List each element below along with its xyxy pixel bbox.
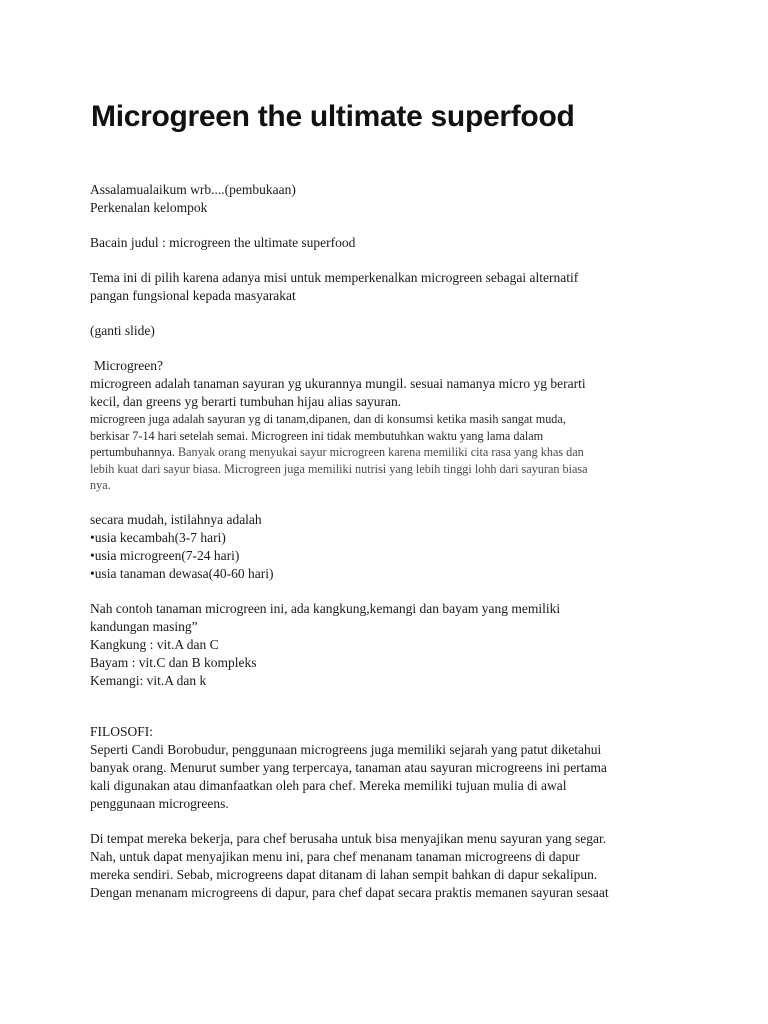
definition-gray-line: nya. [90, 478, 111, 492]
istilah-intro: secara mudah, istilahnya adalah [90, 511, 262, 527]
document-title: Microgreen the ultimate superfood [91, 100, 575, 133]
tema-line: pangan fungsional kepada masyarakat [90, 288, 296, 303]
filosofi-line: kali digunakan atau dimanfaatkan oleh para chef. Mereka memiliki tujuan mulia di awal [90, 777, 567, 793]
definition-small-line: microgreen juga adalah sayuran yg di tanam,dipanen, dan di konsumsi ketika masih sangat muda, [90, 412, 566, 426]
filosofi-line: banyak orang. Menurut sumber yang terpercaya, tanaman atau sayuran microgreens ini pertama [90, 759, 607, 775]
tema-line: Tema ini di pilih karena adanya misi untuk memperkenalkan microgreen sebagai alternatif [90, 270, 579, 285]
istilah-item: •usia kecambah(3-7 hari) [90, 529, 226, 545]
document-body [90, 181, 675, 902]
definition-gray-line: lebih kuat dari sayur biasa. Microgreen juga memiliki nutrisi yang lebih tinggi lohh dari sayuran biasa [90, 461, 588, 476]
kandungan-line: Bayam : vit.C dan B kompleks [90, 654, 257, 670]
contoh-line: kandungan masing” [90, 618, 198, 634]
microgreen-heading: Microgreen? [94, 358, 163, 373]
definition-line: kecil, dan greens yg berarti tumbuhan hijau alias sayuran. [90, 394, 402, 409]
filosofi-line: Seperti Candi Borobudur, penggunaan microgreens juga memiliki sejarah yang patut diketahui [90, 741, 602, 757]
definition-line: microgreen adalah tanaman sayuran yg ukurannya mungil. sesuai namanya micro yg berarti [90, 376, 586, 391]
opening-line: Assalamualaikum wrb....(pembukaan) [90, 182, 296, 197]
contoh-line: Nah contoh tanaman microgreen ini, ada kangkung,kemangi dan bayam yang memiliki [90, 600, 561, 616]
filosofi-line: penggunaan microgreens. [90, 795, 229, 811]
filosofi-line: mereka sendiri. Sebab, microgreens dapat ditanam di lahan sempit bahkan di dapur sekalipun. [90, 866, 598, 882]
ganti-slide-line: (ganti slide) [90, 323, 155, 338]
filosofi-line: Dengan menanam microgreens di dapur, para chef dapat secara praktis memanen sayuran sesaat [90, 884, 609, 900]
definition-mixed-line [90, 444, 675, 461]
definition-mixed-start: pertumbuhannya. [90, 445, 175, 459]
filosofi-line: Di tempat mereka bekerja, para chef berusaha untuk bisa menyajikan menu sayuran yang segar. [90, 830, 607, 846]
filosofi-heading: FILOSOFI: [90, 723, 154, 739]
istilah-item: •usia microgreen(7-24 hari) [90, 547, 240, 563]
opening-line: Perkenalan kelompok [90, 200, 208, 215]
istilah-item: •usia tanaman dewasa(40-60 hari) [90, 565, 274, 581]
filosofi-line: Nah, untuk dapat menyajikan menu ini, para chef menanam tanaman microgreens di dapur [90, 848, 580, 864]
judul-line: Bacain judul : microgreen the ultimate superfood [90, 235, 356, 250]
kandungan-line: Kangkung : vit.A dan C [90, 636, 219, 652]
kandungan-line: Kemangi: vit.A dan k [90, 672, 207, 688]
definition-small-line: berkisar 7-14 hari setelah semai. Microgreen ini tidak membutuhkan waktu yang lama dalam [90, 428, 544, 443]
definition-mixed-rest: Banyak orang menyukai sayur microgreen karena memiliki cita rasa yang khas dan [174, 445, 584, 459]
